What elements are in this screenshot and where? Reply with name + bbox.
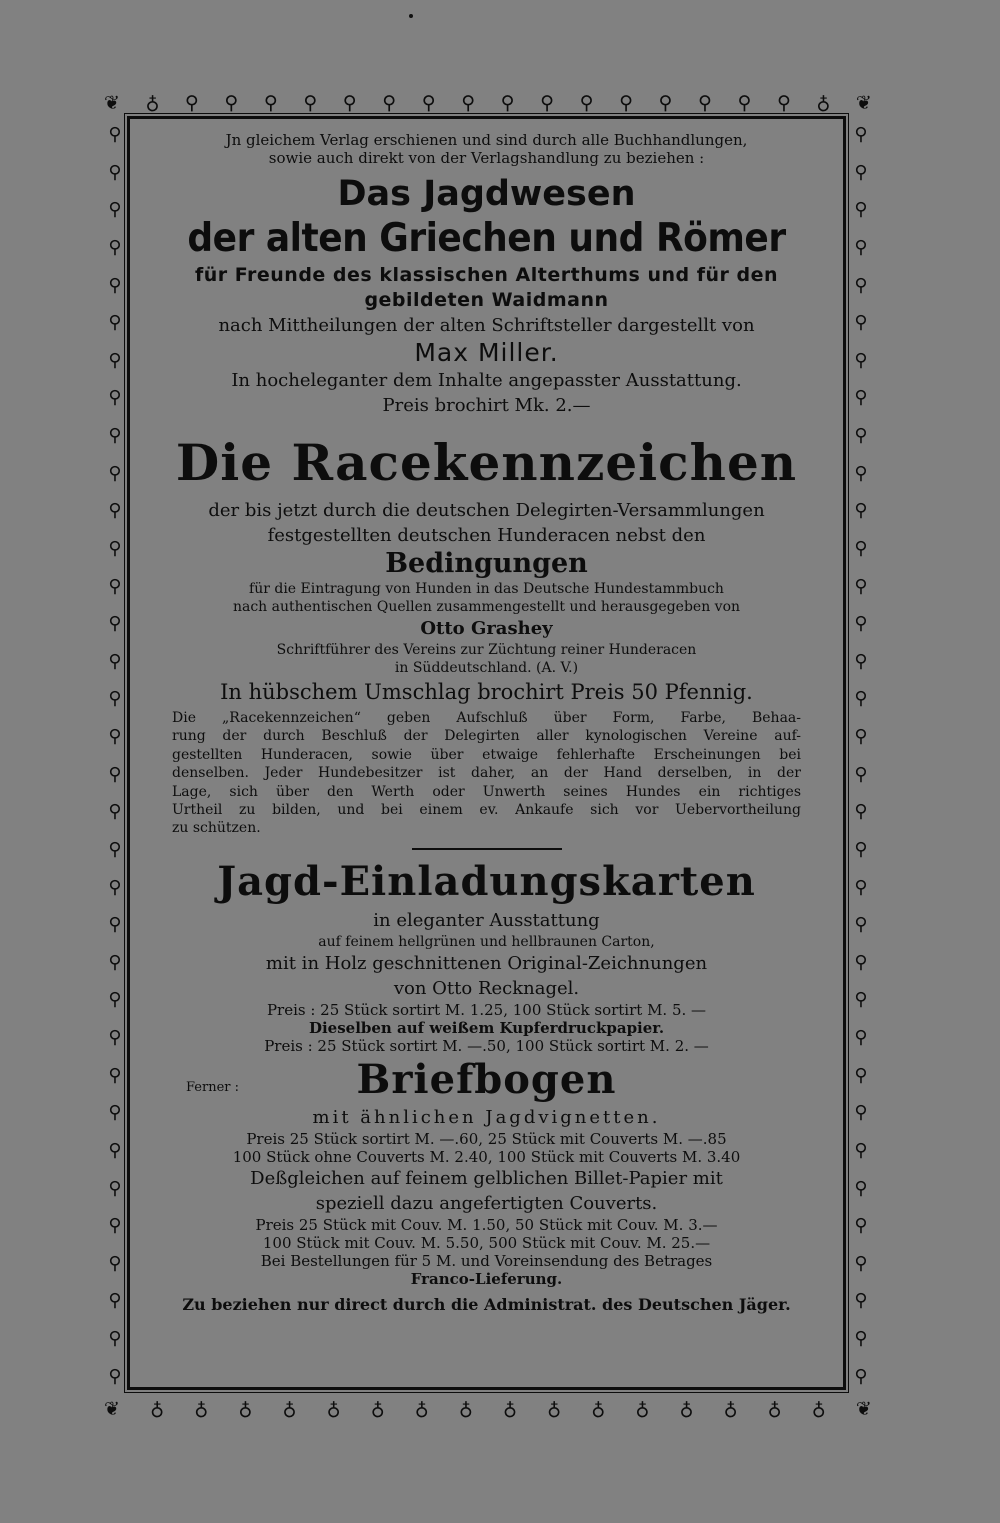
border-ornament-icon: ⚲: [184, 92, 199, 114]
border-ornament-icon: ⚲: [108, 650, 122, 672]
subtitle-line: für Freunde des klassischen Alterthums und für den: [194, 264, 779, 286]
border-ornament-icon: ⚲: [108, 1290, 122, 1312]
description-line: Lage, sich über den Werth oder Unwerth seines Hundes ein richtiges: [172, 783, 801, 800]
border-ornament-icon: ⚲: [108, 462, 122, 484]
border-ornament-icon: ⚲: [108, 726, 122, 747]
border-ornament-icon: ⚲: [108, 1027, 122, 1048]
intro-line: sowie auch direkt von der Verlagshandlung zu beziehen :: [268, 149, 705, 167]
description-line: gestellten Hunderacen, sowie über etwaige fehlerhafte Erscheinungen bei: [172, 746, 801, 763]
border-ornament-icon: ♁: [194, 1398, 209, 1420]
border-ornament-icon: ⚲: [263, 92, 278, 114]
price-line: 100 Stück ohne Couverts M. 2.40, 100 Stück mit Couverts M. 3.40: [232, 1147, 741, 1166]
border-ornament-icon: ⚲: [382, 92, 397, 114]
border-ornament-icon: ⚲: [854, 726, 868, 747]
price-line: Preis : 25 Stück sortirt M. —.50, 100 Stück sortirt M. 2. —: [264, 1036, 709, 1055]
border-ornament-icon: ⚲: [108, 312, 122, 334]
ink-speck: [409, 14, 413, 18]
border-ornament-icon: ⚲: [108, 349, 122, 371]
author-name: Max Miller.: [414, 338, 559, 367]
border-ornament-icon: ⚲: [108, 951, 122, 973]
border-ornament-icon: ⚲: [854, 914, 868, 936]
border-ornament-icon: ⚲: [108, 236, 122, 258]
border-ornament-icon: ⚲: [108, 1328, 122, 1349]
border-ornament-icon: ⚲: [854, 876, 868, 898]
border-ornament-icon: ♁: [238, 1398, 253, 1420]
border-ornament-icon: ⚲: [108, 838, 122, 860]
border-ornament-icon: ⚲: [108, 801, 122, 823]
border-ornament-icon: ⚲: [737, 92, 752, 114]
price-line: Preis brochirt Mk. 2.—: [382, 395, 591, 416]
border-ornament-icon: ⚲: [108, 124, 122, 145]
border-ornament-icon: ⚲: [854, 763, 868, 785]
text-line: in eleganter Ausstattung: [373, 909, 600, 931]
border-ornament-icon: ⚲: [854, 650, 868, 672]
description-line: rung der durch Beschluß der Delegirten aller kynologischen Vereine auf-: [172, 728, 801, 745]
description-line: zu schützen.: [172, 820, 261, 837]
border-ornament-icon: ♁: [503, 1398, 517, 1420]
border-ornament-icon: ♁: [414, 1398, 429, 1420]
price-line: Preis 25 Stück mit Couv. M. 1.50, 50 Stück mit Couv. M. 3.—: [255, 1215, 718, 1234]
border-ornament-icon: ⚲: [854, 688, 868, 710]
artist-line: von Otto Recknagel.: [393, 977, 580, 999]
border-ornament-icon: ⚲: [303, 92, 318, 114]
border-ornament-icon: ⚲: [579, 92, 594, 114]
border-ornament-icon: ⚲: [698, 92, 712, 114]
border-ornament-icon: ⚲: [108, 274, 122, 296]
border-ornament-icon: ⚲: [619, 92, 633, 114]
border-ornament-icon: ⚲: [854, 1139, 868, 1161]
border-ornament-icon: ❦: [104, 1398, 120, 1420]
border-ornament-icon: ⚲: [108, 500, 122, 522]
border-ornament-icon: ⚲: [854, 575, 868, 597]
order-line: Franco-Lieferung.: [410, 1269, 563, 1288]
price-line: Preis 25 Stück sortirt M. —.60, 25 Stück mit Couverts M. —.85: [246, 1129, 727, 1148]
border-ornament-icon: ⚲: [108, 1139, 122, 1161]
edition-line: In hocheleganter dem Inhalte angepasster Ausstattung.: [231, 370, 742, 391]
price-line: In hübschem Umschlag brochirt Preis 50 Pfennig.: [220, 680, 753, 704]
description-line: Urtheil zu bilden, und bei einem ev. Ankaufe sich vor Uebervortheilung: [172, 802, 801, 819]
border-ornament-icon: ⚲: [108, 876, 122, 898]
border-ornament-icon: ⚲: [108, 575, 122, 597]
border-ornament-icon: ⚲: [461, 92, 476, 114]
border-ornament-icon: ⚲: [854, 1365, 868, 1387]
price-line: Preis : 25 Stück sortirt M. 1.25, 100 Stück sortirt M. 5. —: [266, 1000, 707, 1019]
text-line: Deßgleichen auf feinem gelblichen Billet-Papier mit: [250, 1167, 723, 1189]
distribution-line: Zu beziehen nur direct durch die Administrat. des Deutschen Jäger.: [182, 1294, 791, 1314]
border-ornament-icon: ⚲: [854, 1064, 868, 1086]
ad-briefbogen: [170, 1055, 803, 1318]
border-ornament-icon: ♁: [326, 1398, 341, 1420]
intro-line: Jn gleichem Verlag erschienen und sind durch alle Buchhandlungen,: [225, 131, 748, 149]
border-ornament-icon: ⚲: [224, 92, 239, 114]
border-ornament-icon: ⚲: [108, 613, 122, 635]
border-ornament-icon: ⚲: [854, 199, 868, 221]
text-line: mit in Holz geschnittenen Original-Zeichnungen: [265, 952, 708, 974]
title-briefbogen: Briefbogen: [356, 1055, 617, 1103]
border-right: [850, 126, 872, 1386]
editor-name: Otto Grashey: [420, 618, 553, 639]
border-ornament-icon: ⚲: [854, 801, 868, 823]
border-ornament-icon: ⚲: [854, 838, 868, 860]
text-line: mit ähnlichen Jagdvignetten.: [312, 1106, 661, 1128]
border-ornament-icon: ⚲: [500, 92, 515, 114]
border-ornament-icon: ♁: [723, 1398, 738, 1420]
border-ornament-icon: ⚲: [108, 425, 122, 446]
border-ornament-icon: ♁: [547, 1398, 562, 1420]
border-ornament-icon: ⚲: [108, 763, 122, 785]
border-ornament-icon: ⚲: [854, 500, 868, 522]
subtitle-line: gebildeten Waidmann: [364, 289, 609, 311]
description-paragraph: [172, 709, 801, 838]
border-ornament-icon: ⚲: [854, 1027, 868, 1048]
description-line: Die „Racekennzeichen“ geben Aufschluß über Form, Farbe, Behaa-: [172, 710, 801, 726]
border-ornament-icon: ♁: [150, 1398, 165, 1420]
border-ornament-icon: ⚲: [854, 349, 868, 371]
ad-einladungskarten: [170, 856, 803, 1055]
border-ornament-icon: ⚲: [854, 951, 868, 973]
border-ornament-icon: ⚲: [108, 1365, 122, 1387]
text-line: in Süddeutschland. (A. V.): [394, 660, 579, 676]
border-left: [104, 126, 126, 1386]
border-ornament-icon: ⚲: [108, 1102, 122, 1124]
border-ornament-icon: ♁: [591, 1398, 606, 1420]
border-ornament-icon: ⚲: [854, 613, 868, 635]
title-griechen-roemer: der alten Griechen und Römer: [187, 215, 786, 261]
border-ornament-icon: ♁: [811, 1398, 826, 1420]
border-ornament-icon: ⚲: [854, 1102, 868, 1124]
border-ornament-icon: ⚲: [658, 92, 673, 114]
border-ornament-icon: ⚲: [854, 462, 868, 484]
ad-jagdwesen: [170, 131, 803, 418]
ferner-label: Ferner :: [186, 1079, 240, 1095]
subtitle-line: nach Mittheilungen der alten Schriftsteller dargestellt von: [218, 315, 755, 336]
ad-racekennzeichen: [170, 428, 803, 838]
border-ornament-icon: ⚲: [108, 387, 122, 409]
border-ornament-icon: ⚲: [854, 1328, 868, 1349]
border-top: [104, 90, 872, 116]
text-line: festgestellten deutschen Hunderacen nebst den: [267, 525, 706, 546]
border-ornament-icon: ⚲: [854, 425, 868, 446]
text-line: Schriftführer des Vereins zur Züchtung reiner Hunderacen: [276, 642, 697, 658]
border-ornament-icon: ❦: [855, 92, 872, 114]
border-ornament-icon: ♁: [282, 1398, 297, 1420]
border-ornament-icon: ♁: [635, 1398, 650, 1420]
text-line: auf feinem hellgrünen und hellbraunen Carton,: [318, 933, 655, 950]
title-einladungskarten: Jagd-Einladungskarten: [217, 857, 756, 905]
order-line: Bei Bestellungen für 5 M. und Voreinsendung des Betrages: [260, 1251, 713, 1270]
paper-variant: Dieselben auf weißem Kupferdruckpapier.: [308, 1018, 665, 1037]
border-ornament-icon: ⚲: [540, 92, 555, 114]
divider-rule: [412, 848, 562, 850]
border-ornament-icon: ⚲: [854, 387, 868, 409]
border-ornament-icon: ♁: [458, 1398, 473, 1420]
border-ornament-icon: ⚲: [854, 1290, 868, 1312]
border-ornament-icon: ♁: [145, 92, 160, 114]
text-line: der bis jetzt durch die deutschen Delegirten-Versammlungen: [208, 500, 765, 521]
border-ornament-icon: ⚲: [776, 92, 791, 114]
border-ornament-icon: ♁: [370, 1398, 385, 1420]
border-ornament-icon: ⚲: [108, 1215, 122, 1237]
border-ornament-icon: ⚲: [342, 92, 357, 114]
border-ornament-icon: ♁: [767, 1398, 782, 1420]
border-ornament-icon: ⚲: [854, 989, 868, 1011]
border-ornament-icon: ♁: [816, 92, 831, 114]
border-ornament-icon: ⚲: [854, 161, 868, 183]
border-ornament-icon: ⚲: [108, 199, 122, 221]
border-ornament-icon: ⚲: [108, 1064, 122, 1086]
description-line: denselben. Jeder Hundebesitzer ist daher, an der Hand derselben, in der: [172, 765, 801, 782]
subtitle-bedingungen: Bedingungen: [385, 548, 588, 579]
border-ornament-icon: ⚲: [854, 236, 868, 258]
border-ornament-icon: ⚲: [854, 124, 868, 145]
border-ornament-icon: ⚲: [421, 92, 436, 114]
title-jagdwesen: Das Jagdwesen: [337, 174, 636, 214]
border-ornament-icon: ⚲: [108, 537, 122, 559]
border-ornament-icon: ♁: [679, 1398, 694, 1420]
border-ornament-icon: ⚲: [854, 1215, 868, 1237]
border-ornament-icon: ⚲: [108, 161, 122, 183]
border-ornament-icon: ❦: [855, 1398, 872, 1420]
briefbogen-heading-row: [170, 1055, 803, 1105]
border-ornament-icon: ⚲: [854, 537, 868, 559]
border-ornament-icon: ⚲: [108, 688, 122, 710]
advertisement-panel: [127, 116, 846, 1390]
border-ornament-icon: ⚲: [108, 914, 122, 936]
border-ornament-icon: ⚲: [854, 1252, 868, 1274]
border-ornament-icon: ❦: [104, 92, 120, 114]
border-ornament-icon: ⚲: [854, 274, 868, 296]
text-line: speziell dazu angefertigten Couverts.: [315, 1192, 658, 1214]
border-bottom: [104, 1396, 872, 1422]
border-ornament-icon: ⚲: [854, 312, 868, 334]
border-ornament-icon: ⚲: [854, 1177, 868, 1199]
border-ornament-icon: ⚲: [108, 1177, 122, 1199]
title-racekennzeichen: Die Racekennzeichen: [175, 433, 798, 492]
text-line: nach authentischen Quellen zusammengestellt und herausgegeben von: [232, 599, 741, 615]
border-ornament-icon: ⚲: [108, 1252, 122, 1274]
border-ornament-icon: ⚲: [108, 989, 122, 1011]
text-line: für die Eintragung von Hunden in das Deutsche Hundestammbuch: [249, 581, 724, 597]
price-line: 100 Stück mit Couv. M. 5.50, 500 Stück mit Couv. M. 25.—: [262, 1233, 711, 1252]
